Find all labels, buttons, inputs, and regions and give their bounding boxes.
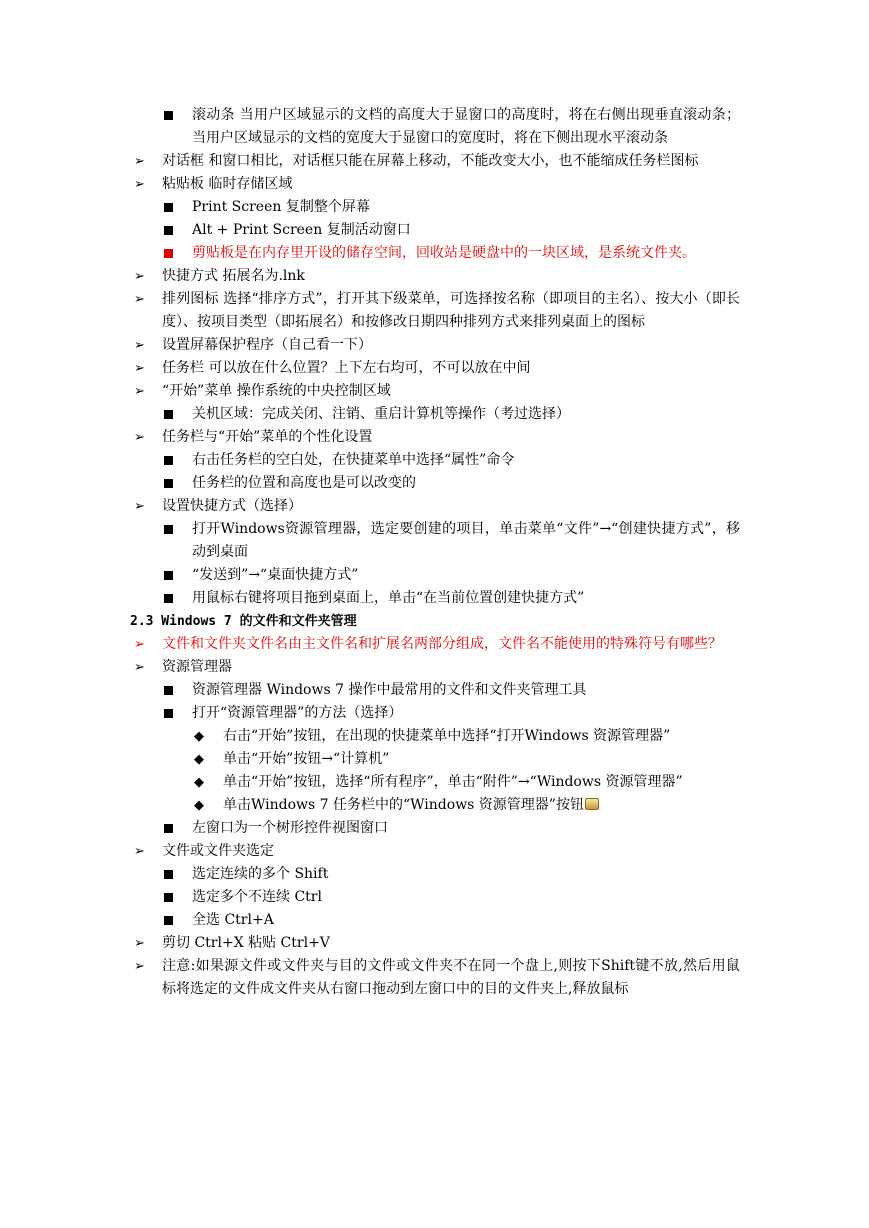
list-item-text: 单击“开始”按钮→“计算机” <box>223 751 390 767</box>
list-item-text: 右击“开始”按钮，在出现的快捷菜单中选择“打开Windows 资源管理器” <box>223 728 671 744</box>
square-bullet-icon <box>164 702 184 726</box>
list-item <box>130 587 740 610</box>
list-item-text: 文件和文件夹文件名由主文件名和扩展名两部分组成，文件名不能使用的特殊符号有哪些？ <box>162 636 722 652</box>
list-item <box>130 679 740 702</box>
arrow-bullet-icon: ➢ <box>134 637 145 652</box>
square-bullet-icon <box>164 518 184 542</box>
list-item-text: 粘贴板 临时存储区域 <box>162 176 293 192</box>
list-item-text: 打开Windows资源管理器，选定要创建的项目，单击菜单“文件”→“创建快捷方式”，移动到桌面 <box>192 521 740 560</box>
list-item-text: 打开“资源管理器”的方法（选择） <box>192 705 403 721</box>
list-item-text: 右击任务栏的空白处，在快捷菜单中选择“属性”命令 <box>192 452 515 468</box>
list-item <box>130 564 740 587</box>
list-item-text: 资源管理器 Windows 7 操作中最常用的文件和文件夹管理工具 <box>192 682 587 698</box>
list-item <box>130 380 740 403</box>
list-item-text: 任务栏的位置和高度也是可以改变的 <box>192 475 416 491</box>
list-item <box>130 955 740 1001</box>
list-item-text: 选定连续的多个 Shift <box>192 866 329 882</box>
diamond-bullet-icon: ◆ <box>194 729 204 744</box>
list-item-text: 任务栏与“开始”菜单的个性化设置 <box>162 429 373 445</box>
list-item-text: Print Screen 复制整个屏幕 <box>192 199 370 215</box>
list-item <box>130 265 740 288</box>
list-item-text: 单击“开始”按钮，选择“所有程序”，单击“附件”→“Windows 资源管理器” <box>223 774 683 790</box>
arrow-bullet-icon: ➢ <box>134 292 145 307</box>
arrow-bullet-icon: ➢ <box>134 430 145 445</box>
square-bullet-icon <box>164 679 184 703</box>
list-item <box>130 725 740 748</box>
list-item <box>130 794 740 817</box>
diamond-bullet-icon: ◆ <box>194 798 204 813</box>
list-item <box>130 334 740 357</box>
list-item-text: 文件或文件夹选定 <box>162 843 274 859</box>
list-item <box>130 426 740 449</box>
square-bullet-icon <box>164 242 184 266</box>
list-item-text: 用鼠标右键将项目拖到桌面上，单击“在当前位置创建快捷方式” <box>192 590 585 606</box>
list-item-text: 对话框 和窗口相比，对话框只能在屏幕上移动，不能改变大小，也不能缩成任务栏图标 <box>162 153 699 169</box>
list-item-text: 注意:如果源文件或文件夹与目的文件或文件夹不在同一个盘上,则按下Shift键不放,然后用鼠标将选定的文件成文件夹从右窗口拖动到左窗口中的目的文件夹上,释放鼠标 <box>162 958 740 997</box>
list-item-text: 滚动条 当用户区域显示的文档的高度大于显窗口的高度时，将在右侧出现垂直滚动条；当用户区域显示的文档的宽度大于显窗口的宽度时，将在下侧出现水平滚动条 <box>192 107 740 146</box>
list-item-text: 关机区域：完成关闭、注销、重启计算机等操作（考过选择） <box>192 406 570 422</box>
square-bullet-icon <box>164 886 184 910</box>
arrow-bullet-icon: ➢ <box>134 177 145 192</box>
list-item <box>130 633 740 656</box>
list-item <box>130 518 740 564</box>
list-item-text: 左窗口为一个树形控件视图窗口 <box>192 820 388 836</box>
list-item <box>130 817 740 840</box>
list-item <box>130 495 740 518</box>
list-item-text: 资源管理器 <box>162 659 232 675</box>
diamond-bullet-icon: ◆ <box>194 775 204 790</box>
arrow-bullet-icon: ➢ <box>134 269 145 284</box>
arrow-bullet-icon: ➢ <box>134 361 145 376</box>
list-item <box>130 357 740 380</box>
list-item-text: 全选 Ctrl+A <box>192 912 274 928</box>
list-item-text: 单击Windows 7 任务栏中的“Windows 资源管理器”按钮 <box>223 797 584 813</box>
list-item <box>130 886 740 909</box>
list-item-text: 快捷方式 拓展名为.lnk <box>162 268 305 284</box>
arrow-bullet-icon: ➢ <box>134 936 145 951</box>
list-item-text: 设置屏幕保护程序（自己看一下） <box>162 337 372 353</box>
arrow-bullet-icon: ➢ <box>134 338 145 353</box>
square-bullet-icon <box>164 817 184 841</box>
list-item <box>130 104 740 150</box>
list-item <box>130 288 740 334</box>
square-bullet-icon <box>164 196 184 220</box>
square-bullet-icon <box>164 403 184 427</box>
arrow-bullet-icon: ➢ <box>134 384 145 399</box>
square-bullet-icon <box>164 219 184 243</box>
square-bullet-icon <box>164 449 184 473</box>
square-bullet-icon <box>164 104 184 128</box>
arrow-bullet-icon: ➢ <box>134 660 145 675</box>
list-item <box>130 863 740 886</box>
list-item <box>130 173 740 196</box>
list-item <box>130 449 740 472</box>
list-item <box>130 150 740 173</box>
list-item <box>130 219 740 242</box>
list-item <box>130 656 740 679</box>
square-bullet-icon <box>164 863 184 887</box>
list-item-text: “开始”菜单 操作系统的中央控制区域 <box>162 383 391 399</box>
list-item-text: 选定多个不连续 Ctrl <box>192 889 322 905</box>
list-item-text: “发送到”→“桌面快捷方式” <box>192 567 359 583</box>
list-item <box>130 771 740 794</box>
list-item <box>130 702 740 725</box>
arrow-bullet-icon: ➢ <box>134 844 145 859</box>
arrow-bullet-icon: ➢ <box>134 959 145 974</box>
list-item-text: Alt + Print Screen 复制活动窗口 <box>192 222 411 238</box>
list-item <box>130 909 740 932</box>
arrow-bullet-icon: ➢ <box>134 154 145 169</box>
square-bullet-icon <box>164 909 184 933</box>
list-item <box>130 242 740 265</box>
list-item <box>130 932 740 955</box>
section-heading-text: 2.3 Windows 7 的文件和文件夹管理 <box>130 614 357 629</box>
list-item-text: 排列图标 选择“排序方式”，打开其下级菜单，可选择按名称（即项目的主名）、按大小（即长度）、按项目类型（即拓展名）和按修改日期四种排列方式来排列桌面上的图标 <box>162 291 740 330</box>
list-item <box>130 472 740 495</box>
list-item-text: 任务栏 可以放在什么位置？上下左右均可，不可以放在中间 <box>162 360 531 376</box>
square-bullet-icon <box>164 587 184 611</box>
section-heading <box>130 610 740 633</box>
list-item-text: 剪切 Ctrl+X 粘贴 Ctrl+V <box>162 935 330 951</box>
square-bullet-icon <box>164 472 184 496</box>
list-item-text: 剪贴板是在内存里开设的储存空间，回收站是硬盘中的一块区域，是系统文件夹。 <box>192 245 696 261</box>
list-item <box>130 403 740 426</box>
list-item-text: 设置快捷方式（选择） <box>162 498 302 514</box>
list-item <box>130 196 740 219</box>
square-bullet-icon <box>164 564 184 588</box>
explorer-taskbar-icon <box>585 798 599 810</box>
list-item <box>130 840 740 863</box>
diamond-bullet-icon: ◆ <box>194 752 204 767</box>
arrow-bullet-icon: ➢ <box>134 499 145 514</box>
list-item <box>130 748 740 771</box>
document-content <box>130 104 740 1001</box>
